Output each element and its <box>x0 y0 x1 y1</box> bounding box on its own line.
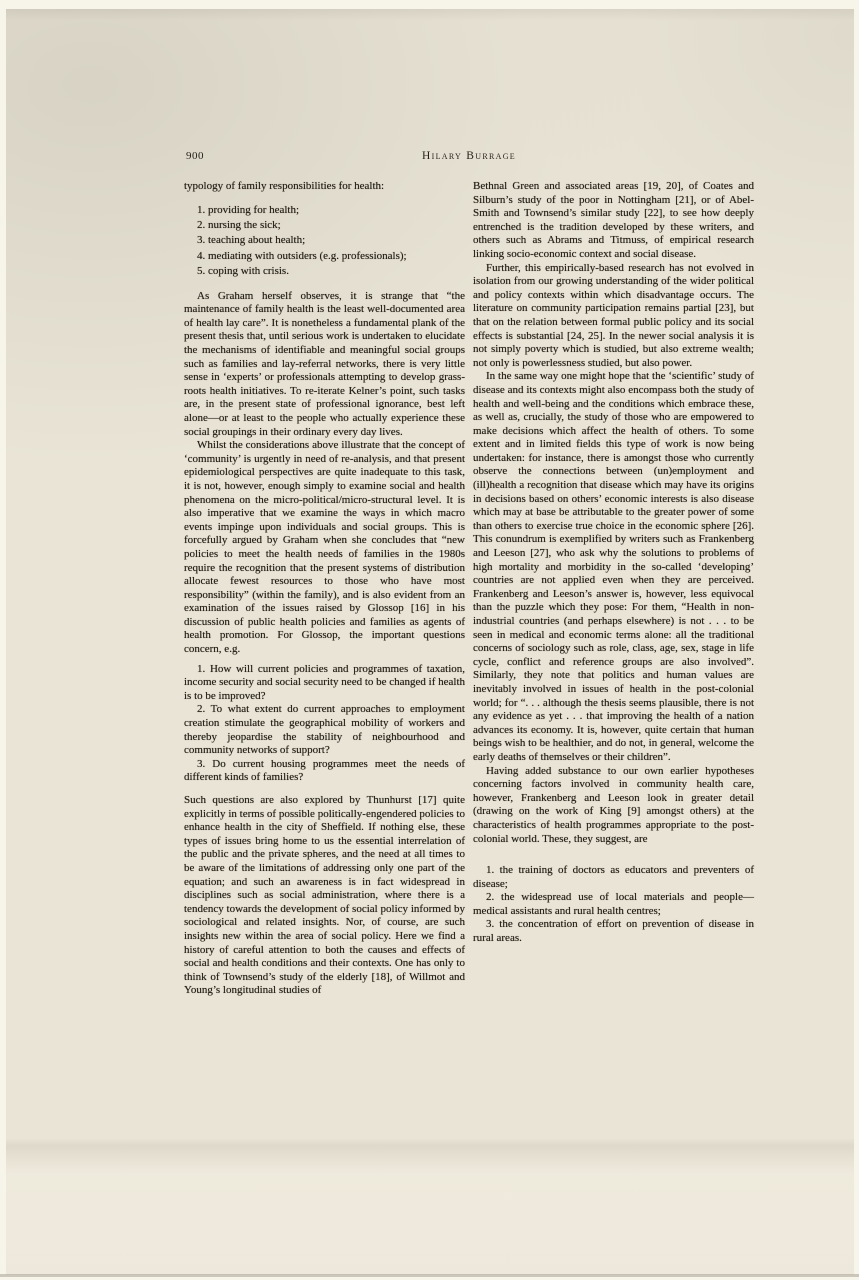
list-item: 1. the training of doctors as educators and preventers of disease; <box>473 864 754 890</box>
paper-sheet <box>6 9 854 1275</box>
list-item: 1. providing for health; <box>197 203 300 216</box>
paragraph-scientific-study: In the same way one might hope that the ‘scientific’ study of disease and its contexts might also encompass both the study of health and well-being and the conditions which embrace these, as well as, crucially, the study of those who are empowered to make decisions which affect the health of others. To some extent and in limited fields this type of work is now being undertaken: for instance, there is amongst those who currently observe the connections between (un)employment and (ill)health a recognition that disease which may have its origins in decisions based on others’ economic interests is also disease which may at base be attributable to the greater power of some than others to exercise true choice in the economic sphere [26]. This conundrum is exemplified by writers such as Frankenberg and Leeson [27], who ask why the solutions to problems of high mortality and morbidity in the so-called ‘developing’ countries are not applied even when they are perceived. Frankenberg and Leeson’s answer is, however, less equivocal than the puzzle which they pose: For them, “Health in non-industrial countries (and perhaps elsewhere) is not . . . to be seen in medical and economic terms alone: all the traditional concerns of sociology such as role, class, age, sex, stage in life cycle, conflict and reference groups are also involved”. Similarly, they note that politics and human values are inevitably involved in issues of health in the post-colonial world; for “. . . although the thesis seems plausible, there is not any evidence as yet . . . that improving the health of a nation advances its economy. It is, however, quite certain that human beings wish to be healthier, and do not, in general, welcome the early deaths of themselves or their children”. <box>473 370 754 763</box>
paragraph-bethnal-green: Bethnal Green and associated areas [19, 20], of Coates and Silburn’s study of the poor in Nottingham [21], or of Abel-Smith and Townsend’s similar study [22], to see how deeply entrenched is the tradition developed by these writers, and others such as Abrams and Titmuss, of empirical research linking socio-economic context and social disease. <box>473 180 754 260</box>
paragraph-empirical-research: Further, this empirically-based research has not evolved in isolation from our growing understanding of the wider political and policy contexts within which disadvantage occurs. The literature on community participation remains partial [23], but that on the relation between formal public policy and its social effects is substantial [24, 25]. In the newer social analysis it is not simply poverty which is studied, but also extreme wealth; not only is powerlessness studied, but also power. <box>473 261 754 369</box>
list-item: 3. teaching about health; <box>197 234 306 247</box>
glossop-questions-list <box>184 663 465 785</box>
running-head <box>184 150 754 163</box>
paragraph-thunhurst-sheffield: Such questions are also explored by Thunhurst [17] quite explicitly in terms of possible politically-engendered policies to enhance health in the city of Sheffield. If nothing else, these types of issues bring home to us the essential interrelation of the public and the private spheres, and the need at all times to be aware of the limitations of addressing only one part of the equation; and such an awareness is in fact widespread in disciplines such as social administration, where there is a tendency towards the development of social policy informed by sociological and related insights. Nor, of course, are such insights new within the area of social policy. Here we find a history of careful attention to both the causes and effects of social and health conditions and their contexts. One has only to think of Townsend’s study of the elderly [18], of Willmot and Young’s longitudinal studies of <box>184 794 465 997</box>
text-columns <box>184 180 754 998</box>
list-item: 2. nursing the sick; <box>197 219 281 231</box>
list-item: 2. To what extent do current approaches to employment creation stimulate the geographical mobility of workers and thereby jeopardise the stability of neighbourhood and community networks of support? <box>184 703 465 757</box>
page-content <box>184 150 754 998</box>
intro-continuation: typology of family responsibilities for health: <box>184 180 385 192</box>
list-item: 5. coping with crisis. <box>197 265 289 278</box>
right-column <box>473 180 754 998</box>
list-item: 3. Do current housing programmes meet the needs of different kinds of families? <box>184 757 465 784</box>
health-programme-characteristics-list <box>473 864 754 946</box>
family-health-typology-list <box>184 203 465 280</box>
list-item: 1. How will current policies and programmes of taxation, income security and social security need to be changed if health is to be improved? <box>184 662 466 702</box>
list-item: 3. the concentration of effort on prevention of disease in rural areas. <box>473 918 754 945</box>
left-column <box>184 180 465 998</box>
page-number: 900 <box>186 150 204 162</box>
paragraph-graham-observation: As Graham herself observes, it is strange that “the maintenance of family health is the least well-documented area of health lay care”. It is nonetheless a fundamental plank of the present thesis that, until serious work is undertaken to elucidate the mechanisms of identifiable and meaningful social groups such as families and lay-referral networks, there is very little sense in ‘experts’ or professionals attempting to develop grass-roots health initiatives. To re-iterate Kelner’s point, such tasks are, in the present state of professional ignorance, best left alone—or at least to the people who actually experience these social groupings in their ordinary every day lives. <box>184 289 465 438</box>
list-item: 4. mediating with outsiders (e.g. professionals); <box>197 249 407 262</box>
paragraph-frankenberg-leeson-detail: Having added substance to our own earlier hypotheses concerning factors involved in community health care, however, Frankenberg and Leeson look in greater detail (drawing on the work of King [9] amongst others) at the characteristics of health programmes appropriate to the post-colonial world. These, they suggest, are <box>473 764 754 845</box>
paragraph-community-reanalysis: Whilst the considerations above illustrate that the concept of ‘community’ is urgently in need of re-analysis, and that present epidemiological perspectives are quite inadequate to this task, it is not, however, enough simply to examine social and health phenomena on the micro-political/micro-structural level. It is also imperative that we examine the ways in which macro events impinge upon individuals and social groups. This is forcefully argued by Graham when she concludes that “new policies to meet the health needs of families in the 1980s require the recognition that the present systems of distribution allocate fewest resources to those who have most responsibility” (within the family), and is also evident from an examination of the issues raised by Glossop [16] in his discussion of public health policies and families as agents of health promotion. For Glossop, the important questions concern, e.g. <box>184 439 465 656</box>
list-item: 2. the widespread use of local materials and people—medical assistants and rural health centres; <box>473 891 754 917</box>
running-head-title: Hilary Burrage <box>422 150 516 162</box>
